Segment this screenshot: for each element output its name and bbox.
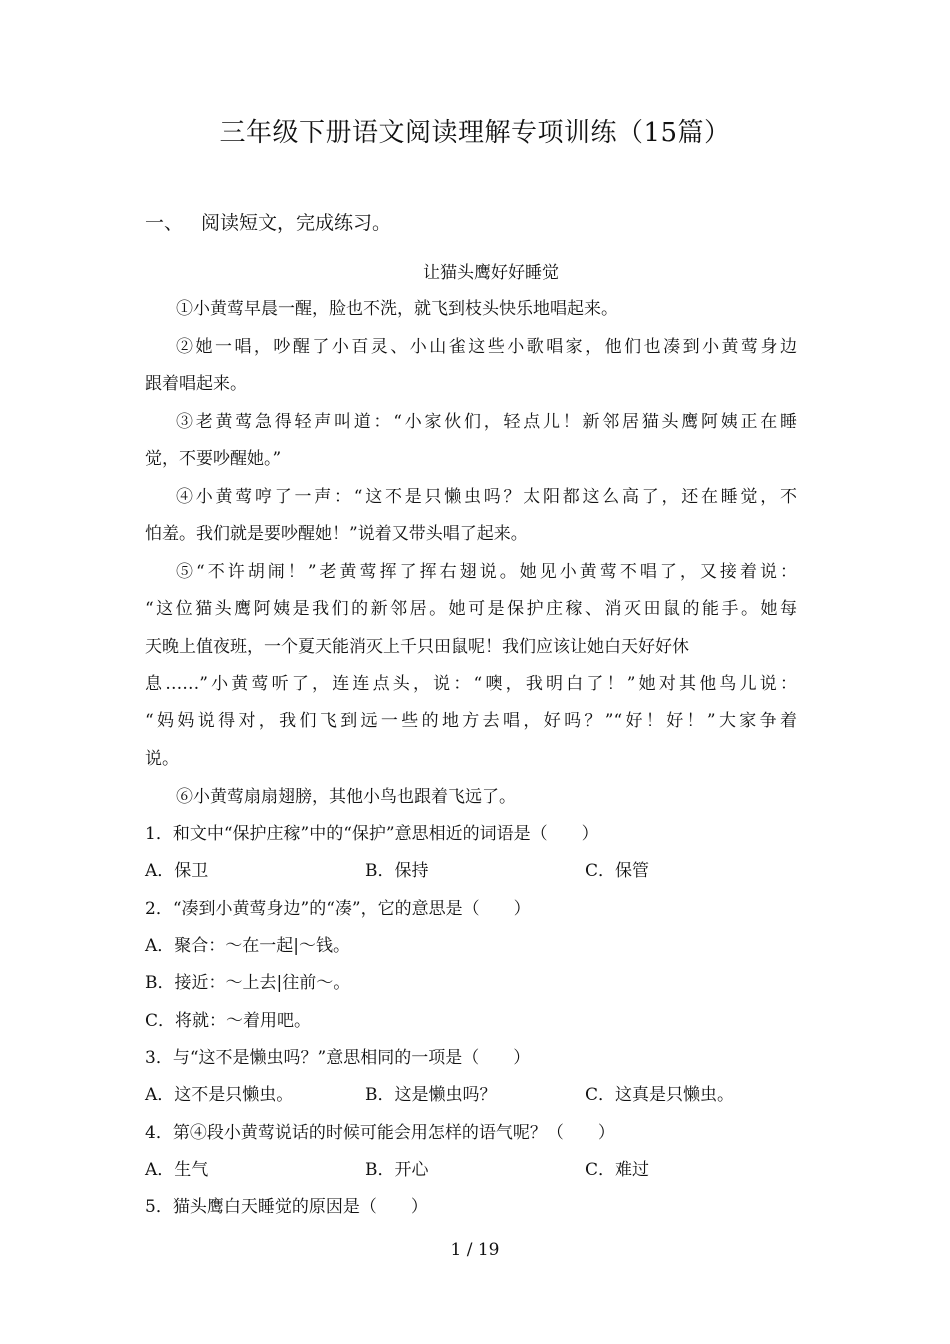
paragraph-6-line-1: ⑥小黄莺扇扇翅膀，其他小鸟也跟着飞远了。 [176, 787, 516, 807]
paragraph-5-line-6: 说。 [145, 749, 179, 769]
question-1-option-c: C．保管 [585, 861, 650, 881]
question-3-option-a: A．这不是只懒虫。 [145, 1085, 294, 1105]
question-2-option-b: B．接近：～上去|往前～。 [145, 973, 351, 993]
question-1-option-a: A．保卫 [145, 861, 209, 881]
question-2-option-a: A．聚合：～在一起|～钱。 [145, 936, 351, 956]
paragraph-4-line-2: 怕羞。我们就是要吵醒她！”说着又带头唱了起来。 [145, 524, 528, 544]
question-2-option-c: C．将就：～着用吧。 [145, 1011, 312, 1031]
question-4-option-c: C．难过 [585, 1160, 650, 1180]
paragraph-5-line-5: “妈妈说得对，我们飞到远一些的地方去唱，好吗？”“好！好！”大家争着 [145, 711, 797, 731]
section-number: 一、 [145, 212, 184, 234]
question-3-stem: 3．与“这不是懒虫吗？”意思相同的一项是（ ） [145, 1048, 531, 1068]
question-4-option-b: B．开心 [365, 1160, 429, 1180]
question-3-option-b: B．这是懒虫吗？ [365, 1085, 497, 1105]
paragraph-5-line-4: 息……”小黄莺听了，连连点头，说：“噢，我明白了！”她对其他鸟儿说： [145, 674, 797, 694]
question-1-stem: 1．和文中“保护庄稼”中的“保护”意思相近的词语是（ ） [145, 824, 599, 844]
paragraph-2-line-1: ②她一唱，吵醒了小百灵、小山雀这些小歌唱家，他们也凑到小黄莺身边 [176, 337, 797, 357]
question-4-option-a: A．生气 [145, 1160, 209, 1180]
page-number: 1 / 19 [450, 1240, 500, 1260]
paragraph-5-line-2: “这位猫头鹰阿姨是我们的新邻居。她可是保护庄稼、消灭田鼠的能手。她每 [145, 599, 797, 619]
document-title: 三年级下册语文阅读理解专项训练（15篇） [219, 118, 731, 148]
paragraph-4-line-1: ④小黄莺哼了一声：“这不是只懒虫吗？太阳都这么高了，还在睡觉，不 [176, 487, 797, 507]
question-4-stem: 4．第④段小黄莺说话的时候可能会用怎样的语气呢？（ ） [145, 1123, 615, 1143]
story-title: 让猫头鹰好好睡觉 [423, 263, 559, 283]
paragraph-3-line-1: ③老黄莺急得轻声叫道：“小家伙们，轻点儿！新邻居猫头鹰阿姨正在睡 [176, 412, 797, 432]
question-2-stem: 2．“凑到小黄莺身边”的“凑”，它的意思是（ ） [145, 899, 531, 919]
paragraph-3-line-2: 觉，不要吵醒她。” [145, 449, 282, 469]
section-instruction: 阅读短文，完成练习。 [201, 212, 392, 234]
paragraph-5-line-3: 天晚上值夜班，一个夏天能消灭上千只田鼠呢！我们应该让她白天好好休 [145, 637, 689, 657]
question-3-option-c: C．这真是只懒虫。 [585, 1085, 735, 1105]
section-heading [145, 208, 391, 235]
paragraph-2-line-2: 跟着唱起来。 [145, 374, 247, 394]
paragraph-1-line-1: ①小黄莺早晨一醒，脸也不洗，就飞到枝头快乐地唱起来。 [176, 299, 618, 319]
paragraph-5-line-1: ⑤“不许胡闹！”老黄莺挥了挥右翅说。她见小黄莺不唱了，又接着说： [176, 562, 797, 582]
question-5-stem: 5．猫头鹰白天睡觉的原因是（ ） [145, 1197, 428, 1217]
question-1-option-b: B．保持 [365, 861, 429, 881]
